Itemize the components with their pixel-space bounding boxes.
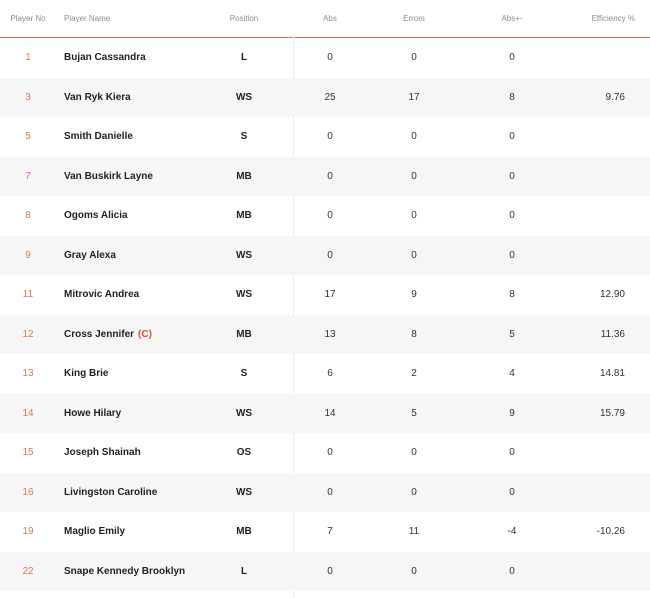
errors-value: 0 (411, 486, 417, 498)
player-name-text: Cross Jennifer (64, 328, 135, 340)
errors-value: 11 (408, 526, 420, 538)
abs-plus-minus-value: 9 (509, 407, 515, 419)
abs-plus-minus-value: 4 (509, 368, 515, 380)
abs-plus-minus-value: 5 (509, 328, 515, 340)
player-position: MB (236, 526, 252, 538)
table-row (0, 38, 650, 78)
player-name-text: Van Ryk Kiera (64, 91, 131, 103)
player-name[interactable] (64, 512, 129, 552)
abs-value: 0 (327, 565, 333, 577)
player-number: 15 (22, 447, 34, 459)
player-number: 14 (22, 407, 34, 419)
player-name-text: Joseph Shainah (64, 447, 141, 459)
player-name[interactable] (64, 315, 152, 355)
header-efficiency[interactable]: Efficiency % (591, 14, 635, 23)
player-name-text: Van Buskirk Layne (64, 170, 153, 182)
player-position: S (240, 368, 248, 380)
table-row (0, 117, 650, 157)
player-name[interactable] (64, 552, 189, 592)
header-position[interactable]: Position (229, 14, 259, 23)
efficiency-value (555, 473, 625, 513)
player-number: 22 (22, 565, 34, 577)
table-row (0, 157, 650, 197)
abs-value: 25 (324, 91, 336, 103)
player-number: 9 (25, 249, 31, 261)
player-name[interactable] (64, 354, 112, 394)
table-row (0, 354, 650, 394)
errors-value: 2 (411, 368, 417, 380)
header-abs[interactable]: Abs (323, 14, 337, 23)
abs-plus-minus-value: 0 (509, 447, 515, 459)
errors-value: 0 (411, 170, 417, 182)
table-row (0, 394, 650, 434)
header-player-name[interactable]: Player Name (64, 14, 111, 23)
errors-value: 0 (411, 210, 417, 222)
efficiency-value: 15.79 (599, 407, 625, 419)
player-position: MB (236, 210, 252, 222)
abs-value: 14 (324, 407, 336, 419)
player-number: 3 (25, 91, 31, 103)
table-row (0, 473, 650, 513)
abs-value: 17 (324, 289, 336, 301)
player-number: 8 (25, 210, 31, 222)
player-name-text: Ogoms Alicia (64, 210, 128, 222)
efficiency-value: 14.81 (599, 368, 625, 380)
efficiency-value (555, 117, 625, 157)
efficiency-value: 12.90 (599, 289, 625, 301)
errors-value: 0 (411, 447, 417, 459)
abs-value: 7 (327, 526, 333, 538)
header-errors[interactable]: Errors (403, 14, 425, 23)
player-number: 11 (22, 289, 34, 301)
abs-value: 0 (327, 170, 333, 182)
abs-plus-minus-value: 0 (509, 565, 515, 577)
abs-plus-minus-value: -4 (507, 526, 517, 538)
table-body (0, 38, 650, 591)
player-name-text: Bujan Cassandra (64, 52, 146, 64)
errors-value: 0 (411, 131, 417, 143)
player-name[interactable] (64, 275, 143, 315)
abs-value: 0 (327, 131, 333, 143)
player-number: 7 (25, 170, 31, 182)
errors-value: 0 (411, 52, 417, 64)
table-row (0, 552, 650, 592)
player-name[interactable] (64, 473, 161, 513)
player-position: WS (235, 91, 253, 103)
errors-value: 0 (411, 565, 417, 577)
player-number: 19 (22, 526, 34, 538)
player-name-text: Howe Hilary (64, 407, 122, 419)
efficiency-value (555, 157, 625, 197)
table-row (0, 196, 650, 236)
player-number: 5 (25, 131, 31, 143)
player-name[interactable] (64, 78, 135, 118)
abs-plus-minus-value: 0 (509, 131, 515, 143)
player-number: 1 (25, 52, 31, 64)
player-number: 12 (22, 328, 34, 340)
header-abs-plus-minus[interactable]: Abs+- (501, 14, 523, 23)
efficiency-value (555, 196, 625, 236)
table-row (0, 315, 650, 355)
efficiency-value (555, 38, 625, 78)
player-name[interactable] (64, 236, 120, 276)
abs-value: 13 (324, 328, 336, 340)
errors-value: 17 (408, 91, 420, 103)
player-name[interactable] (64, 394, 125, 434)
player-position: WS (235, 407, 253, 419)
abs-value: 0 (327, 52, 333, 64)
captain-badge: (C) (138, 328, 152, 340)
player-position: WS (235, 486, 253, 498)
player-position: MB (236, 170, 252, 182)
abs-plus-minus-value: 0 (509, 52, 515, 64)
player-name[interactable] (64, 157, 157, 197)
efficiency-value (555, 236, 625, 276)
player-name-text: Gray Alexa (64, 249, 116, 261)
table-row (0, 512, 650, 552)
table-row (0, 433, 650, 473)
abs-plus-minus-value: 0 (509, 249, 515, 261)
player-position: WS (235, 249, 253, 261)
table-row (0, 275, 650, 315)
table-row (0, 236, 650, 276)
player-position: S (240, 131, 248, 143)
abs-value: 0 (327, 249, 333, 261)
player-position: L (240, 52, 248, 64)
table-row (0, 78, 650, 118)
errors-value: 0 (411, 249, 417, 261)
player-position: L (240, 565, 248, 577)
efficiency-value: 9.76 (605, 91, 625, 103)
abs-value: 0 (327, 486, 333, 498)
player-number: 16 (22, 486, 34, 498)
header-player-no[interactable]: Player No (10, 13, 46, 23)
efficiency-value: 11.36 (600, 328, 625, 340)
player-name[interactable] (64, 433, 145, 473)
errors-value: 5 (411, 407, 417, 419)
abs-plus-minus-value: 8 (509, 91, 515, 103)
errors-value: 8 (411, 328, 417, 340)
abs-plus-minus-value: 0 (509, 486, 515, 498)
errors-value: 9 (411, 289, 417, 301)
player-position: OS (236, 447, 252, 459)
abs-plus-minus-value: 8 (509, 289, 515, 301)
player-name-text: King Brie (64, 368, 109, 380)
player-name-text: Snape Kennedy Brooklyn (64, 565, 186, 577)
player-name[interactable] (64, 117, 137, 157)
efficiency-value (555, 552, 625, 592)
player-number: 13 (22, 368, 34, 380)
player-name-text: Smith Danielle (64, 131, 133, 143)
abs-value: 6 (327, 368, 333, 380)
player-name-text: Maglio Emily (64, 526, 126, 538)
efficiency-value (555, 433, 625, 473)
player-name-text: Livingston Caroline (64, 486, 158, 498)
efficiency-value: -10.26 (596, 526, 625, 538)
player-position: MB (236, 328, 252, 340)
abs-plus-minus-value: 0 (509, 170, 515, 182)
abs-value: 0 (327, 447, 333, 459)
player-position: WS (235, 289, 253, 301)
table-header (0, 0, 650, 38)
abs-plus-minus-value: 0 (509, 210, 515, 222)
player-name-text: Mitrovic Andrea (64, 289, 140, 301)
player-name[interactable] (64, 196, 132, 236)
player-name[interactable] (64, 38, 150, 78)
abs-value: 0 (327, 210, 333, 222)
